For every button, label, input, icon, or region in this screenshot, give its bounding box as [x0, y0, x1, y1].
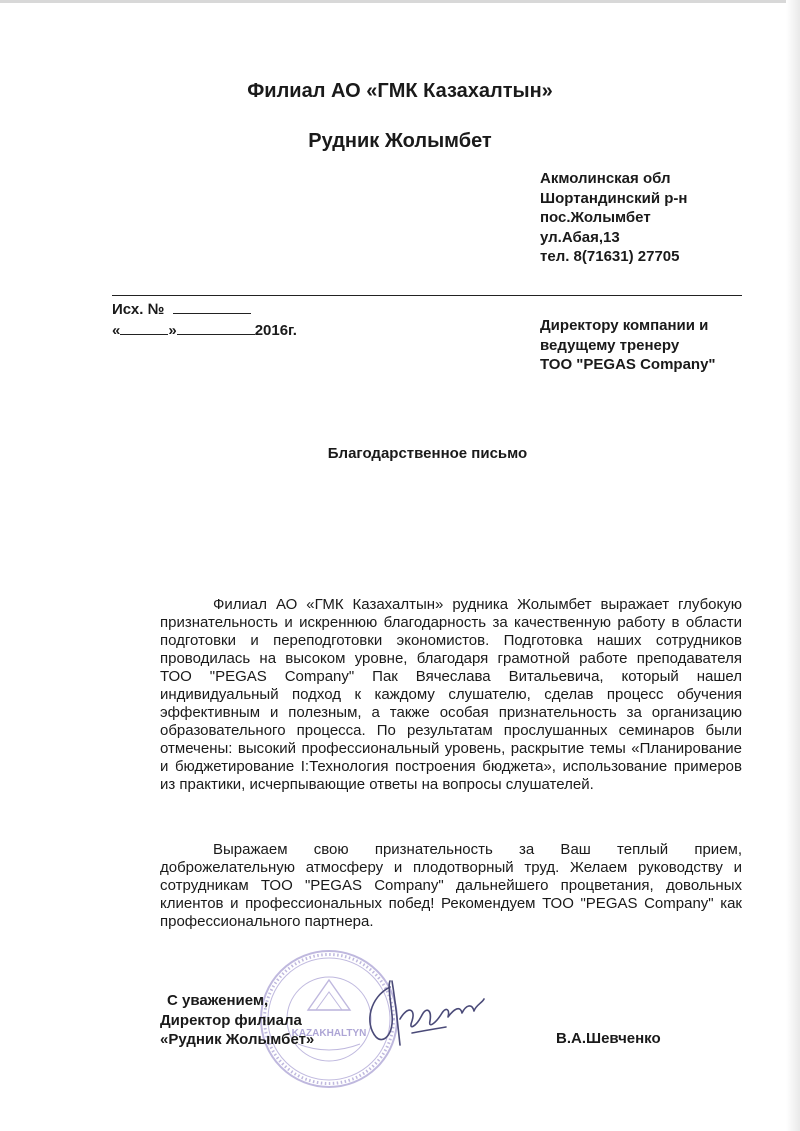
- recipient-line-2: ведущему тренеру: [540, 336, 680, 354]
- outgoing-reference: [112, 299, 297, 341]
- reference-number-blank: [173, 299, 251, 314]
- sender-address: [540, 169, 687, 267]
- reference-date-line: [112, 320, 297, 341]
- scan-edge-right: [786, 0, 800, 1131]
- date-open-quote: «: [112, 322, 121, 339]
- address-phone: тел. 8(71631) 27705: [540, 248, 680, 265]
- reference-number-label: Исх. №: [112, 301, 165, 318]
- address-region: Акмолинская обл: [540, 170, 671, 187]
- address-district: Шортандинский р-н: [540, 189, 688, 207]
- reference-number-line: [112, 299, 297, 320]
- address-street: ул.Абая,13: [540, 228, 620, 246]
- date-close-quote: »: [168, 322, 177, 339]
- letterhead-company: Филиал АО «ГМК Казахалтын»: [247, 80, 553, 102]
- recipient-block: [540, 316, 716, 375]
- date-year: 2016г.: [254, 322, 297, 339]
- recipient-line-1: Директору компании и: [540, 317, 709, 334]
- date-day-blank: [120, 320, 168, 335]
- signature: [350, 975, 500, 1055]
- closing-regards: С уважением,: [167, 992, 269, 1009]
- address-settlement: пос.Жолымбет: [540, 209, 651, 226]
- body-paragraph-1: Филиал АО «ГМК Казахалтын» рудника Жолымбет выражает глубокую признательность и искреннюю благодарность за качественную работу в области подготовки и переподготовки экономистов. Подготовка наших сотрудников проводилась на высоком уровне, благодаря грамотной работе преподавателя ТОО "PEGAS Company" Пак Вячеслава Витальевича, который нашел индивидуальный подход к каждому слушателю, сделав процесс обучения эффективным и полезным, а также особая признательность за организацию образовательного процесса. По результатам прослушанных семинаров были отмечены: высокий профессиональный уровень, раскрытие темы «Планирование и бюджетирование I:Технология построения бюджета», использование примеров из практики, исчерпывающие ответы на вопросы слушателей.: [160, 596, 742, 793]
- scan-edge-top: [0, 0, 800, 3]
- closing-position: Директор филиала: [160, 1011, 302, 1029]
- signatory-name: В.А.Шевченко: [556, 1030, 661, 1047]
- closing-organization: «Рудник Жолымбет»: [160, 1031, 315, 1048]
- body-paragraph-2: Выражаем свою признательность за Ваш теплый прием, доброжелательную атмосферу и плодотворный труд. Желаем руководству и сотрудникам ТОО "PEGAS Company" дальнейшего процветания, довольных клиентов и профессиональных побед! Рекомендуем ТОО "PEGAS Company" как профессионального партнера.: [160, 841, 742, 930]
- stamp-center-text: KAZAKHALTYN: [291, 1028, 367, 1039]
- letter-subject: Благодарственное письмо: [327, 445, 528, 462]
- closing-block: [160, 991, 314, 1050]
- recipient-line-3: ТОО "PEGAS Company": [540, 356, 716, 373]
- letterhead-mine: Рудник Жолымбет: [308, 130, 492, 152]
- header-divider: [112, 295, 742, 296]
- date-month-blank: [177, 320, 255, 335]
